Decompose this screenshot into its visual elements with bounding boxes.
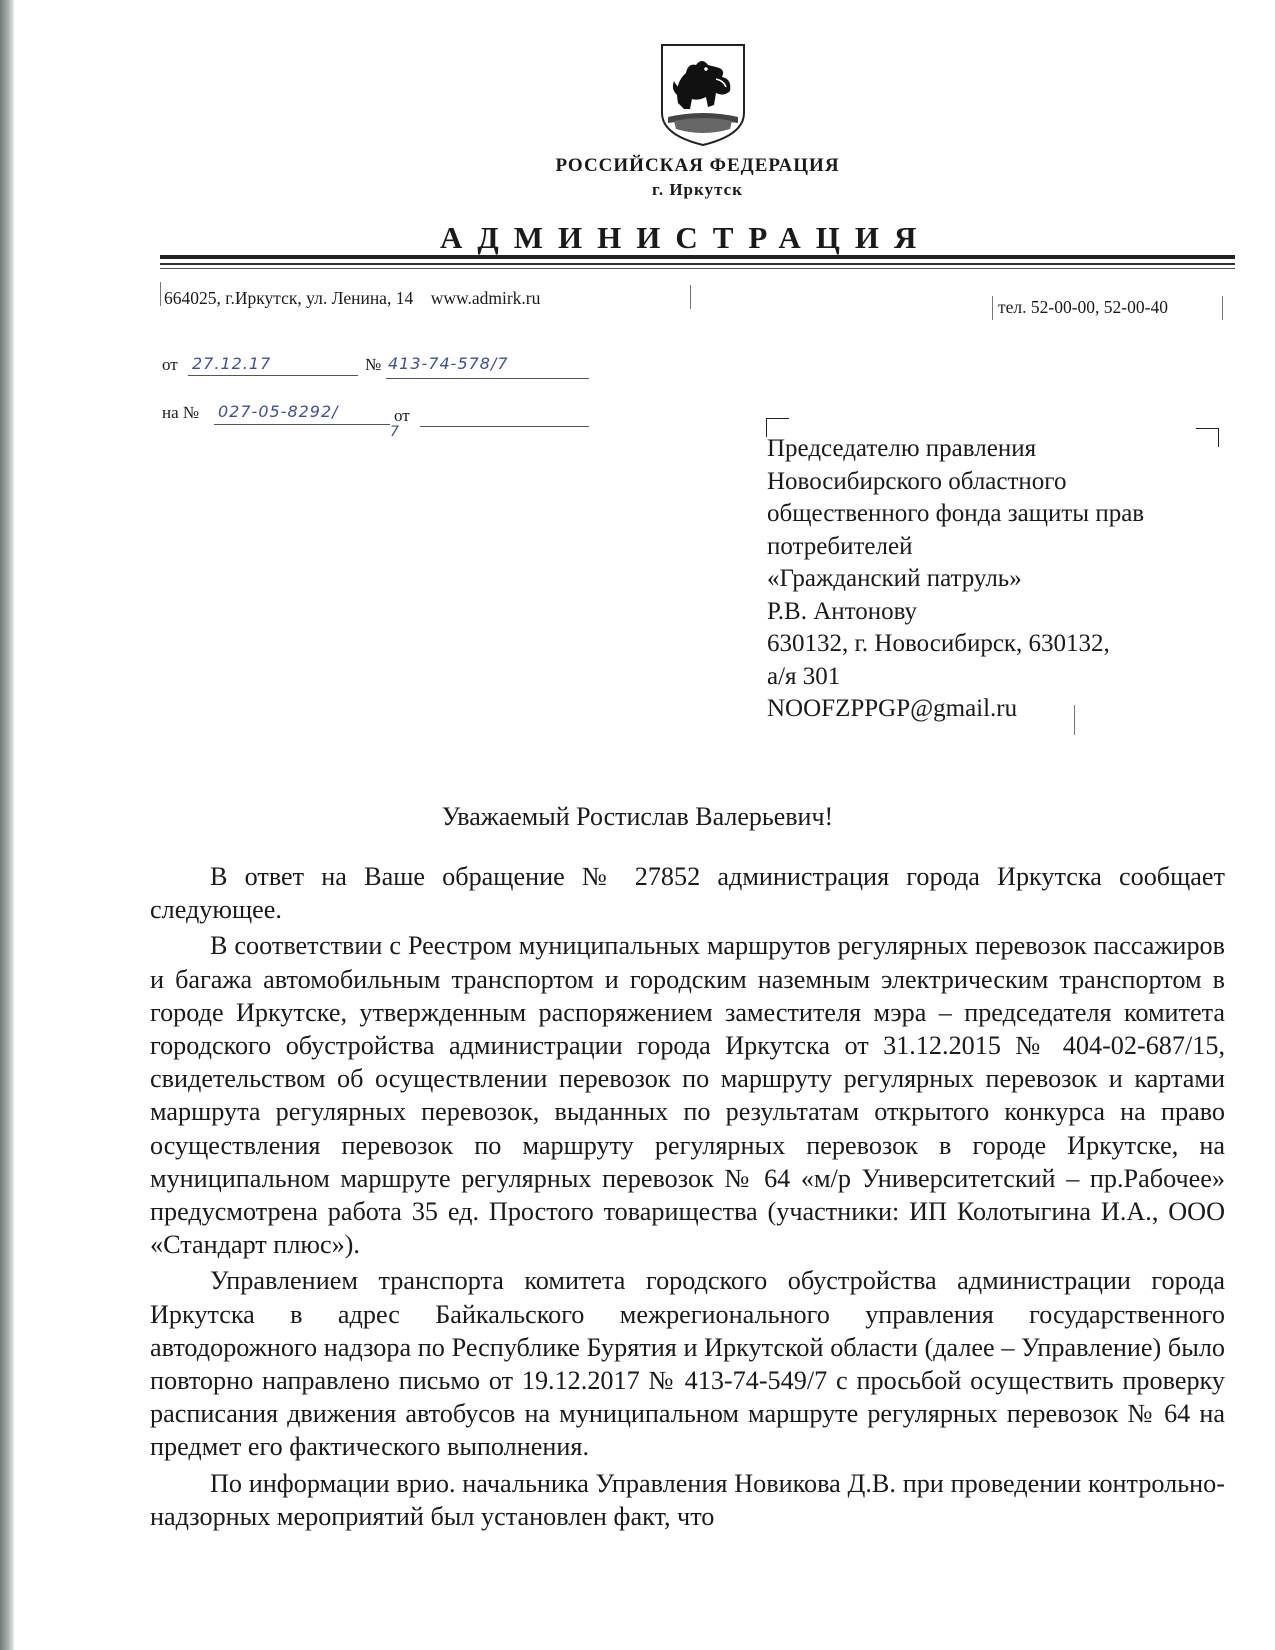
recipient-line: Председателю правления <box>767 435 1037 462</box>
recipient-line: Новосибирского областного <box>767 467 1067 495</box>
letterhead-contacts <box>164 288 540 309</box>
body-paragraph: В ответ на Ваше обращение № 27852 администрация города Иркутска сообщает следующее. <box>150 862 1225 925</box>
recipient-line: 630132, г. Новосибирск, 630132, <box>767 630 1110 657</box>
reply-number: 027-05-8292/ <box>218 402 339 421</box>
ref-date-line <box>188 375 358 376</box>
body-paragraph: По информации врио. начальника Управления Новикова Д.В. при проведении контрольно-надзорных мероприятий был установлен факт, что <box>150 1468 1225 1531</box>
ref-from-label: от <box>162 355 178 374</box>
letterhead-office: АДМИНИСТРАЦИЯ <box>440 220 932 255</box>
divider <box>1222 296 1223 320</box>
reply-number-line <box>214 424 390 425</box>
recipient-line: а/я 301 <box>767 662 841 690</box>
letterhead-rule-thin-2 <box>160 268 1235 269</box>
ref-date: 27.12.17 <box>192 354 272 373</box>
divider <box>160 282 161 306</box>
greeting: Уважаемый Ростислав Валерьевич! <box>441 802 834 831</box>
recipient-line: «Гражданский патруль» <box>767 565 1022 592</box>
ref-number: 413-74-578/7 <box>388 354 509 373</box>
reply-date-line <box>420 426 589 427</box>
recipient-line: общественного фонда защиты прав <box>767 500 1145 527</box>
ref-no-label: № <box>365 355 382 374</box>
letterhead-phone: тел. 52-00-00, 52-00-40 <box>998 297 1168 317</box>
reply-suffix: 7 <box>390 424 400 440</box>
body-paragraph: Управлением транспорта комитета городского обустройства администрации города Иркутска в адрес Байкальского межрегионального управления государственного автодорожного надзора по Республике Бурятия и Иркутской области (далее – Управление) было повторно направлено письмо от 19.12.2017 № 413-74-549/7 с просьбой осуществить проверку расписания движения автобусов на муниципальном маршруте регулярных перевозок № 64 на предмет его фактического выполнения. <box>150 1266 1225 1462</box>
reply-no-label: на № <box>162 403 200 422</box>
ref-number-line <box>386 378 589 379</box>
divider <box>690 285 691 309</box>
recipient-line: Р.В. Антонову <box>767 597 918 625</box>
recipient-block <box>767 433 1227 726</box>
letterhead-rule <box>160 255 1235 259</box>
letterhead-city: г. Иркутск <box>652 180 743 199</box>
irkutsk-coat-of-arms-icon <box>660 43 746 147</box>
recipient-line: потребителей <box>767 532 913 560</box>
letterhead-country: РОССИЙСКАЯ ФЕДЕРАЦИЯ <box>555 155 840 176</box>
letterhead-address: 664025, г.Иркутск, ул. Ленина, 14 <box>164 288 414 308</box>
letterhead-website: www.admirk.ru <box>430 288 541 308</box>
recipient-email: NOOFZPPGP@gmail.ru <box>767 695 1018 722</box>
divider <box>992 296 993 320</box>
reply-from-label: от <box>394 406 410 425</box>
body-paragraph: В соответствии с Реестром муниципальных маршрутов регулярных перевозок пассажиров и багажа автомобильным транспортом и городским наземным электрическим транспортом в городе Иркутске, утвержденным распоряжением заместителя мэра – председателя комитета городского обустройства администрации города Иркутска от 31.12.2015 № 404-02-687/15, свидетельством об осуществлении перевозок по маршруту регулярных перевозок и картами маршрута регулярных перевозок, выданных по результатам открытого конкурса на право осуществления перевозок по маршруту регулярных перевозок в городе Иркутске, на муниципальном маршруте регулярных перевозок № 64 «м/р Университетский – пр.Рабочее» предусмотрена работа 35 ед. Простого товарищества (участники: ИП Колотыгина И.А., ООО «Стандарт плюс»). <box>150 931 1225 1260</box>
letter-body <box>150 860 1225 1536</box>
letterhead-rule-thin <box>160 263 1235 265</box>
